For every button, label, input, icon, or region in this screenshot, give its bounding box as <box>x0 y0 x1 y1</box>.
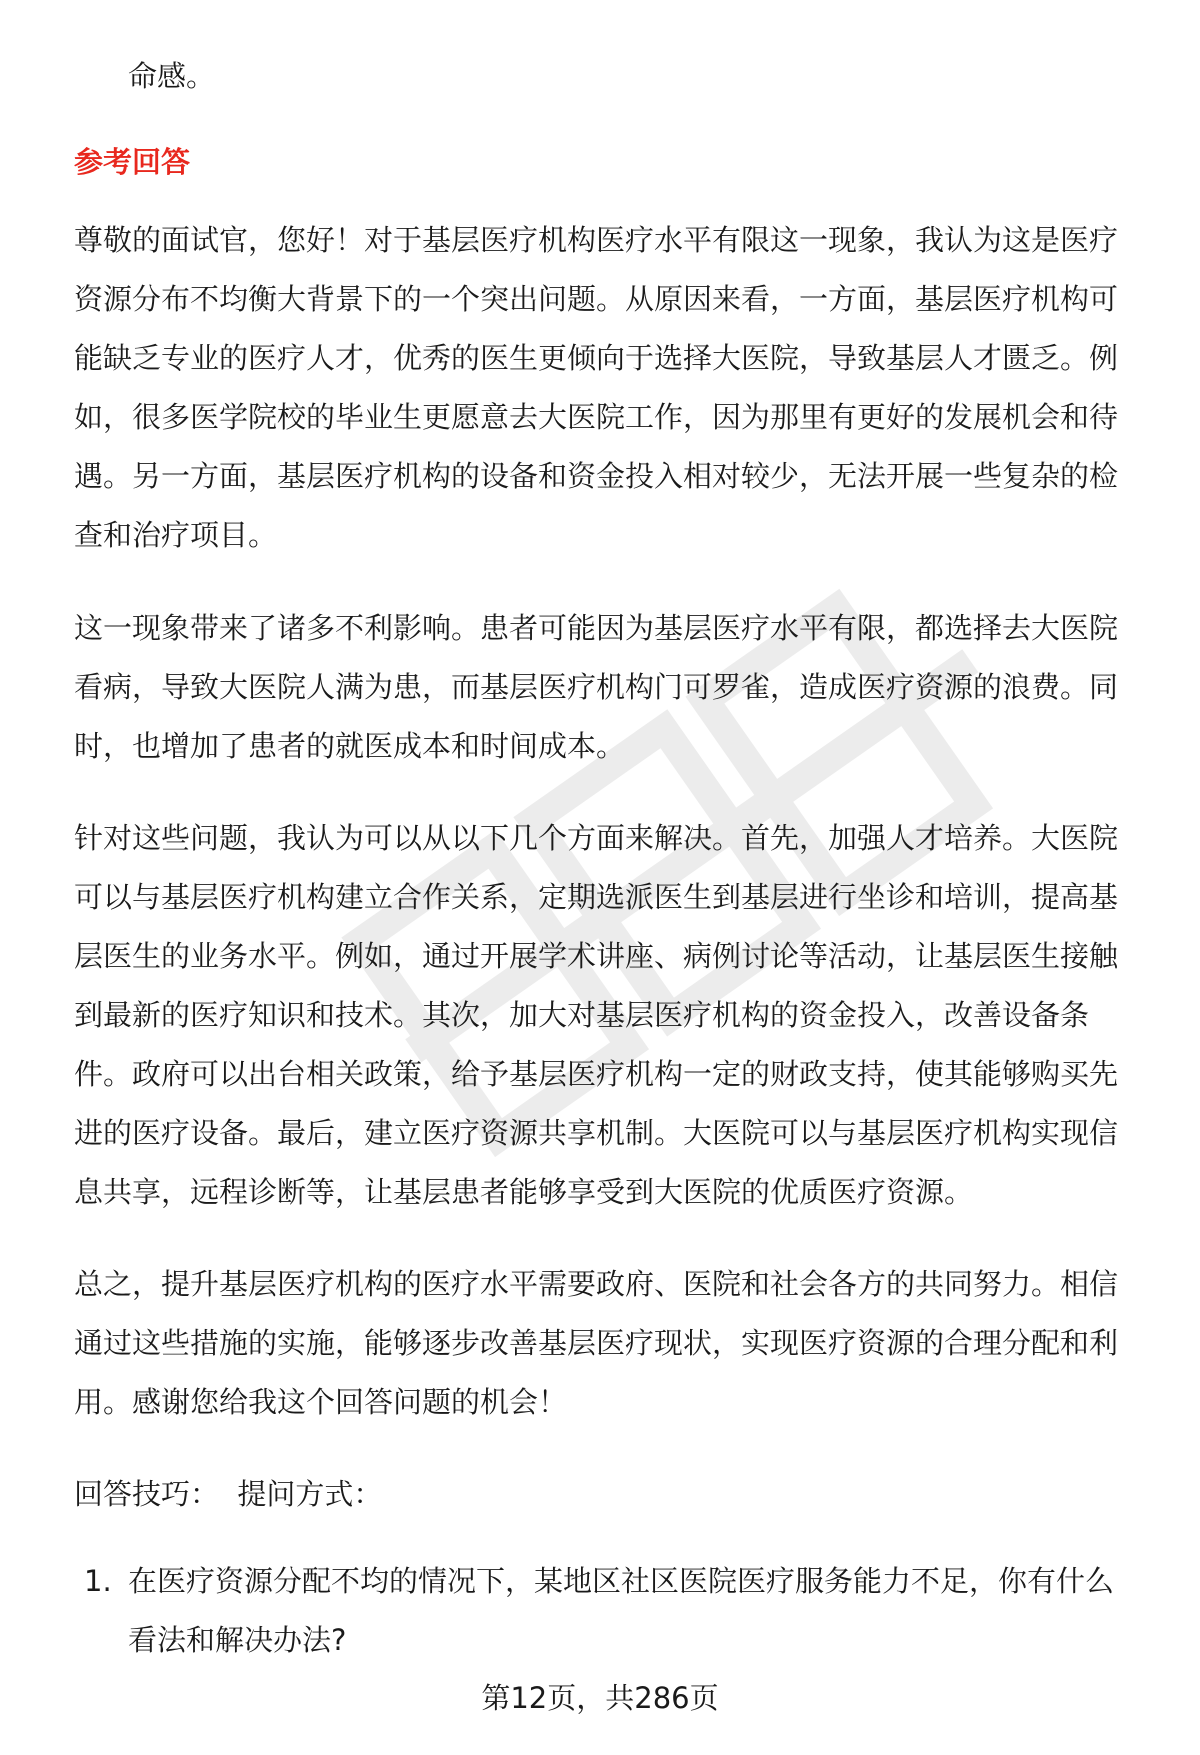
paragraph-1-line-6: 查和治疗项目。 <box>74 518 278 552</box>
paragraph-3-line-4: 到最新的医疗知识和技术。其次，加大对基层医疗机构的资金投入，改善设备条 <box>74 998 1090 1032</box>
paragraph-3-line-2: 可以与基层医疗机构建立合作关系，定期选派医生到基层进行坐诊和培训，提高基 <box>74 880 1119 914</box>
section-heading: 参考回答 <box>74 145 191 179</box>
paragraph-1-line-4: 如，很多医学院校的毕业生更愿意去大医院工作，因为那里有更好的发展机会和待 <box>74 400 1119 434</box>
paragraph-1-line-3: 能缺乏专业的医疗人才，优秀的医生更倾向于选择大医院，导致基层人才匮乏。例 <box>74 341 1119 375</box>
paragraph-3-line-3: 层医生的业务水平。例如，通过开展学术讲座、病例讨论等活动，让基层医生接触 <box>74 939 1119 973</box>
list-item-marker: 1. <box>84 1564 112 1598</box>
list-item-line-2: 看法和解决办法? <box>128 1623 347 1657</box>
list-item-line-1: 在医疗资源分配不均的情况下，某地区社区医院医疗服务能力不足，你有什么 <box>128 1564 1115 1598</box>
paragraph-1-line-5: 遇。另一方面，基层医疗机构的设备和资金投入相对较少，无法开展一些复杂的检 <box>74 459 1119 493</box>
paragraph-4-line-1: 总之，提升基层医疗机构的医疗水平需要政府、医院和社会各方的共同努力。相信 <box>74 1267 1119 1301</box>
paragraph-4-line-2: 通过这些措施的实施，能够逐步改善基层医疗现状，实现医疗资源的合理分配和利 <box>74 1326 1119 1360</box>
paragraph-1-line-2: 资源分布不均衡大背景下的一个突出问题。从原因来看，一方面，基层医疗机构可 <box>74 282 1119 316</box>
paragraph-4-line-3: 用。感谢您给我这个回答问题的机会！ <box>74 1385 568 1419</box>
continued-text-fragment: 命感。 <box>128 59 216 93</box>
page-footer: 第12页，共286页 <box>481 1681 719 1715</box>
tips-line: 回答技巧： 提问方式： <box>74 1477 383 1511</box>
paragraph-3-line-7: 息共享，远程诊断等，让基层患者能够享受到大医院的优质医疗资源。 <box>74 1175 974 1209</box>
paragraph-2-line-1: 这一现象带来了诸多不利影响。患者可能因为基层医疗水平有限，都选择去大医院 <box>74 611 1119 645</box>
paragraph-2-line-3: 时，也增加了患者的就医成本和时间成本。 <box>74 729 626 763</box>
paragraph-3-line-1: 针对这些问题，我认为可以从以下几个方面来解决。首先，加强人才培养。大医院 <box>74 821 1119 855</box>
paragraph-3-line-6: 进的医疗设备。最后，建立医疗资源共享机制。大医院可以与基层医疗机构实现信 <box>74 1116 1119 1150</box>
paragraph-1-line-1: 尊敬的面试官，您好！对于基层医疗机构医疗水平有限这一现象，我认为这是医疗 <box>74 223 1119 257</box>
paragraph-2-line-2: 看病，导致大医院人满为患，而基层医疗机构门可罗雀，造成医疗资源的浪费。同 <box>74 670 1119 704</box>
paragraph-3-line-5: 件。政府可以出台相关政策，给予基层医疗机构一定的财政支持，使其能够购买先 <box>74 1057 1119 1091</box>
